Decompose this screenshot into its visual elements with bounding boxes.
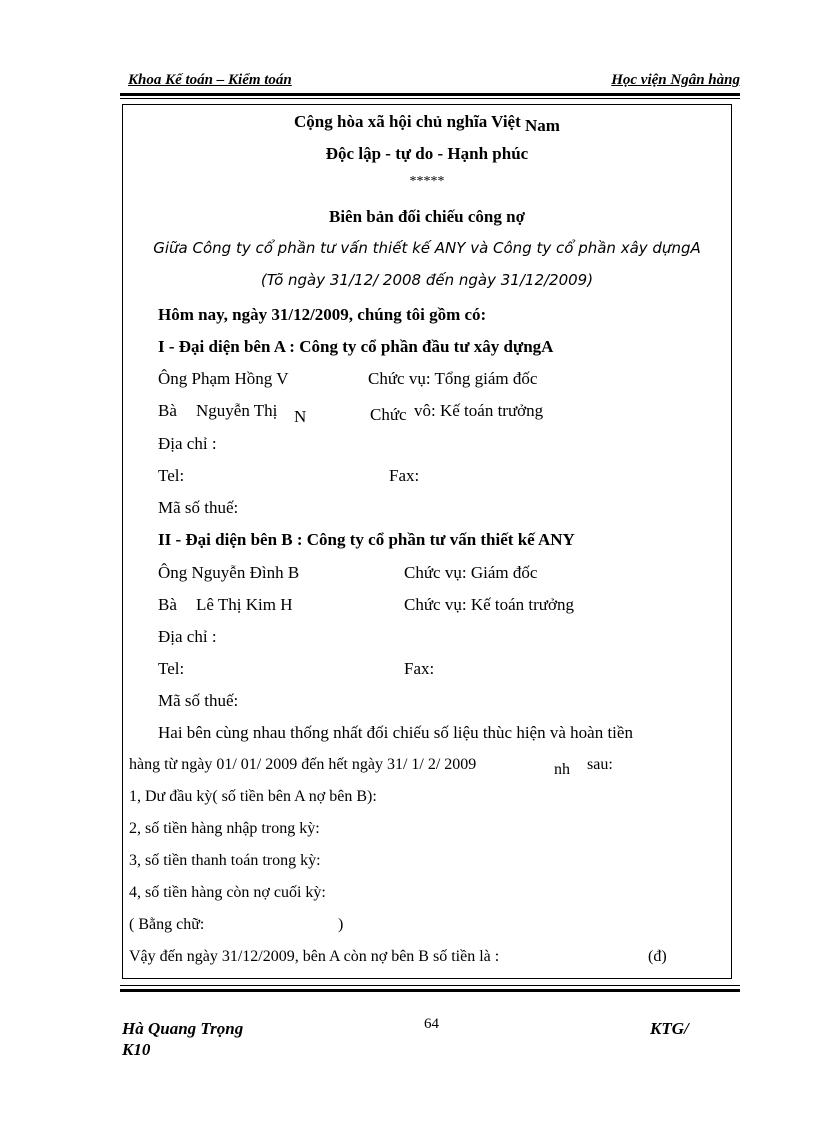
party-b-rep2-name: Lê Thị Kim H [196, 595, 293, 614]
party-b-tel: Tel: [158, 659, 185, 678]
party-a-tax: Mã số thuế: [158, 498, 239, 517]
item-opening-balance: 1, Dư đầu kỳ( số tiền bên A nợ bên B): [129, 788, 377, 805]
amount-in-words-close: ) [338, 916, 344, 933]
intro-line: Hôm nay, ngày 31/12/2009, chúng tôi gồm có: [158, 305, 487, 324]
period-subtitle: (Tõ ngày 31/12/ 2008 đến ngày 31/12/2009) [260, 271, 594, 289]
item-goods-received: 2, số tiền hàng nhập trong kỳ: [129, 820, 320, 837]
amount-in-words-label: ( Bằng chữ: [129, 916, 205, 933]
footer-author: Hà Quang Trọng [122, 1019, 244, 1038]
party-a-rep2-name: Nguyễn Thị [196, 401, 278, 420]
page-header-left: Khoa Kế toán – Kiểm toán [128, 72, 292, 88]
party-a-rep2-title-a: Chức [370, 405, 407, 424]
party-b-heading: II - Đại diện bên B : Công ty cổ phần tư vấn thiết kế ANY [158, 530, 575, 549]
header-rule-thick [120, 93, 740, 96]
party-a-rep1-name: Ông Phạm Hồng V [158, 369, 289, 388]
party-a-tel: Tel: [158, 466, 185, 485]
item-payments: 3, số tiền thanh toán trong kỳ: [129, 852, 321, 869]
national-title-tail: Nam [525, 116, 560, 135]
party-b-tax: Mã số thuế: [158, 691, 239, 710]
document-title: Biên bản đối chiếu công nợ [329, 207, 525, 226]
conclusion-line: Vậy đến ngày 31/12/2009, bên A còn nợ bên B số tiền là : [129, 948, 500, 965]
page-number: 64 [424, 1016, 439, 1032]
header-rule-thin [120, 98, 740, 99]
agreement-tail: sau: [587, 756, 613, 773]
party-a-fax: Fax: [389, 466, 420, 485]
agreement-line-1: Hai bên cùng nhau thống nhất đối chiếu số liệu thùc hiện và hoàn tiền [158, 723, 633, 742]
parties-subtitle: Giữa Công ty cổ phần tư vấn thiết kế ANY và Công ty cổ phần xây dựngA [153, 239, 701, 257]
party-b-address: Địa chỉ : [158, 627, 217, 646]
party-b-fax: Fax: [404, 659, 435, 678]
agreement-line-2: hàng từ ngày 01/ 01/ 2009 đến hết ngày 31/ 1/ 2/ 2009 [129, 756, 477, 773]
item-closing-balance: 4, số tiền hàng còn nợ cuối kỳ: [129, 884, 326, 901]
stars-divider: ***** [409, 174, 445, 189]
party-a-rep2-prefix: Bà [158, 401, 177, 420]
party-a-address: Địa chỉ : [158, 434, 217, 453]
party-a-heading: I - Đại diện bên A : Công ty cổ phần đầu tư xây dựngA [158, 337, 554, 356]
footer-code: KTG/ [650, 1019, 689, 1038]
party-a-rep2-title-b: vô: Kế toán trưởng [414, 401, 544, 420]
footer-rule-thick [120, 989, 740, 992]
footer-class: K10 [122, 1040, 151, 1059]
party-a-rep1-title: Chức vụ: Tổng giám đốc [368, 369, 538, 388]
party-b-rep2-prefix: Bà [158, 595, 177, 614]
page-header-right: Học viện Ngân hàng [611, 72, 740, 88]
party-b-rep1-name: Ông Nguyễn Đình B [158, 563, 300, 582]
agreement-nh: nh [554, 761, 570, 778]
party-b-rep1-title: Chức vụ: Giám đốc [404, 563, 538, 582]
national-title: Cộng hòa xã hội chủ nghĩa Việt Nam [294, 112, 560, 135]
currency-unit: (đ) [648, 948, 667, 965]
national-motto: Độc lập - tự do - Hạnh phúc [325, 144, 529, 163]
footer-rule-thin [120, 985, 740, 986]
party-a-rep2-name-tail: N [294, 407, 307, 426]
party-b-rep2-title: Chức vụ: Kế toán trưởng [404, 595, 574, 614]
